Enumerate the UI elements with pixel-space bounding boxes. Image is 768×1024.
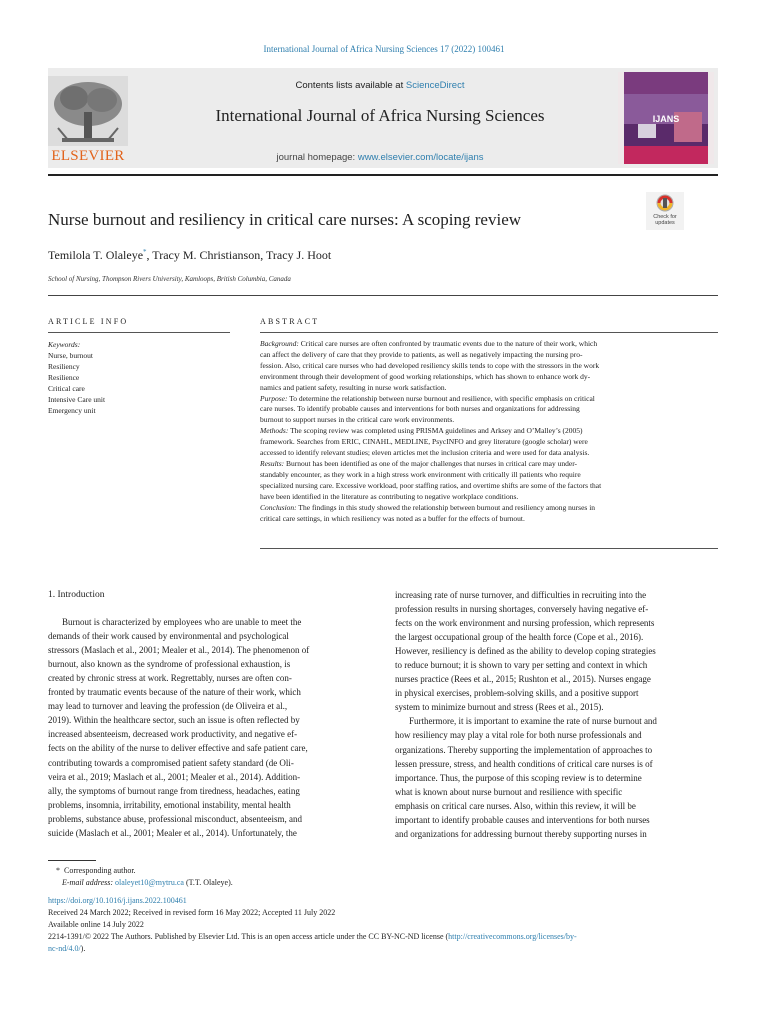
abstract-line bbox=[260, 426, 718, 437]
corresponding-author-note bbox=[48, 865, 728, 877]
homepage-prefix: journal homepage: bbox=[276, 152, 358, 163]
body-line: fects on the work environment and nursing profession, which represents bbox=[395, 618, 655, 629]
body-line: stressors (Maslach et al., 2001; Mealer et al., 2014). The phenomenon of bbox=[48, 645, 310, 656]
body-line: profession results in nursing shortages, conversely having negative ef- bbox=[395, 604, 649, 615]
abstract-heading: ABSTRACT bbox=[260, 317, 320, 326]
abstract-line-text: namics and patient safety, resulting in nurse work satisfaction. bbox=[260, 382, 447, 392]
journal-citation-link[interactable]: International Journal of Africa Nursing Sciences 17 (2022) 100461 bbox=[263, 44, 505, 54]
body-line: organizations. Thereby supporting the implementation of approaches to bbox=[395, 744, 653, 755]
author-name[interactable]: , Tracy M. Christianson bbox=[146, 248, 261, 262]
body-line: increasing rate of nurse turnover, and difficulties in recruiting into the bbox=[395, 590, 647, 600]
abstract-line-text: can affect the delivery of care that they provide to patients, as well as negatively impacting the nursing pro- bbox=[260, 349, 583, 359]
abstract-line bbox=[260, 492, 718, 503]
sciencedirect-link[interactable]: ScienceDirect bbox=[405, 80, 465, 91]
footnote-divider bbox=[48, 860, 96, 861]
abstract-line-text: The findings in this study showed the relationship between burnout and resiliency among nurses in bbox=[296, 502, 596, 512]
keywords-list bbox=[48, 339, 228, 416]
body-line: 2019). Within the healthcare sector, such an issue is often reflected by bbox=[48, 715, 300, 726]
article-title: Nurse burnout and resiliency in critical care nurses: A scoping review bbox=[48, 210, 522, 229]
keyword-item: Critical care bbox=[48, 384, 85, 393]
body-line: increased absenteeism, decreased work productivity, and negative ef- bbox=[48, 729, 298, 740]
body-line: lessen pressure, stress, and health conditions of critical care nurses is of bbox=[395, 758, 653, 769]
affiliation-divider bbox=[48, 295, 718, 296]
body-line: system to minimize burnout and stress (Rees et al., 2015). bbox=[395, 702, 604, 713]
abstract-line bbox=[260, 339, 718, 350]
body-line: problems, insomnia, irritability, emotional instability, mental health bbox=[48, 799, 291, 810]
abstract-section-label: Background: bbox=[260, 339, 299, 348]
cover-brand-text: IJANS bbox=[652, 114, 680, 124]
abstract-section-label: Purpose: bbox=[260, 393, 288, 403]
email-label: E-mail address: bbox=[62, 878, 114, 887]
abstract-line bbox=[260, 394, 718, 405]
body-line: what is known about nurse burnout and resilience with specific bbox=[395, 786, 623, 797]
abstract-line bbox=[260, 415, 718, 426]
email-suffix: (T.T. Olaleye). bbox=[183, 878, 233, 887]
crossmark-caption-line: Check for bbox=[653, 214, 677, 220]
body-line: and organizations for addressing burnout thereby supporting nurses in bbox=[395, 828, 647, 839]
body-line: ally, the symptoms of burnout range from tiredness, headaches, eating bbox=[48, 785, 300, 796]
license-link-continued[interactable]: nc-nd/4.0/ bbox=[48, 944, 81, 953]
contents-prefix: Contents lists available at bbox=[295, 80, 406, 91]
journal-homepage-link[interactable]: www.elsevier.com/locate/ijans bbox=[357, 152, 484, 163]
abstract-section-label: Methods: bbox=[260, 426, 289, 436]
keywords-label: Keywords: bbox=[48, 340, 81, 349]
abstract-line-text: accessed to identify relevant studies; eleven articles met the inclusion criteria and were used for data analysis. bbox=[260, 448, 590, 458]
keyword-item: Emergency unit bbox=[48, 406, 96, 415]
abstract-line-text: burnout to support nurses in the critical care work environments. bbox=[260, 415, 455, 425]
abstract-line-text: critical care settings, in which resiliency was noted as a buffer for the effects of burnout. bbox=[260, 513, 525, 523]
abstract-body bbox=[260, 339, 718, 524]
license-text: 2214-1391/© 2022 The Authors. Published by Elsevier Ltd. This is an open access article under the CC BY-NC-ND license ( bbox=[48, 932, 449, 941]
body-column-left bbox=[48, 588, 374, 840]
article-info-heading: ARTICLE INFO bbox=[48, 317, 129, 326]
abstract-line bbox=[260, 383, 718, 394]
body-line: how resiliency may play a vital role for both nurse professionals and bbox=[395, 730, 642, 741]
abstract-end-divider bbox=[260, 548, 718, 549]
body-line: suicide (Maslach et al., 2001; Mealer et al., 2014). Unfortunately, the bbox=[48, 827, 297, 838]
body-line: importance. Thus, the purpose of this scoping review is to determine bbox=[395, 772, 642, 783]
crossmark-caption-line: updates bbox=[655, 220, 675, 226]
body-line: fects on the ability of the nurse to deliver effective and safe patient care, bbox=[48, 743, 308, 754]
body-column-right bbox=[395, 588, 721, 841]
abstract-divider bbox=[260, 332, 718, 333]
keyword-item: Resiliency bbox=[48, 362, 80, 371]
journal-cover-thumbnail bbox=[618, 72, 714, 164]
license-line-continued bbox=[48, 943, 728, 955]
abstract-line bbox=[260, 481, 718, 492]
body-line: contributing towards a compromised patient safety standard (de Oli- bbox=[48, 757, 294, 768]
body-line: fronted by traumatic events because of the nature of their work, which bbox=[48, 687, 301, 698]
body-line: created by chronic stress at work. Regrettably, nurses are often con- bbox=[48, 673, 292, 684]
received-dates: Received 24 March 2022; Received in revised form 16 May 2022; Accepted 11 July 2022 bbox=[48, 908, 336, 917]
body-line: may lead to turnover and leaving the profession (de Oliveira et al., bbox=[48, 701, 288, 712]
publisher-wordmark: ELSEVIER bbox=[51, 148, 125, 164]
abstract-line-text: fession. Also, critical care nurses who had developed resiliency skills tends to cope with the stressors in the work bbox=[260, 360, 600, 370]
license-suffix: ). bbox=[80, 944, 86, 953]
body-line: emphasis on critical care nurses. Also, within this review, it will be bbox=[395, 800, 636, 811]
abstract-section-label: Results: bbox=[260, 458, 285, 468]
footnotes bbox=[48, 865, 728, 955]
keyword-item: Intensive Care unit bbox=[48, 395, 106, 404]
keyword-item: Nurse, burnout bbox=[48, 351, 93, 360]
abstract-line-text: Burnout has been identified as one of the major challenges that nurses in critical care may under- bbox=[284, 458, 578, 468]
abstract-line bbox=[260, 404, 718, 415]
corresponding-mark: * bbox=[56, 866, 60, 875]
body-line: to reduce burnout; it is shown to vary per setting and context in which bbox=[395, 660, 648, 671]
article-info-divider bbox=[48, 332, 230, 333]
body-line: nurses practice (Rees et al., 2015; Rushton et al., 2015). Nurses engage bbox=[395, 674, 651, 685]
body-line: problems, substance abuse, professional misconduct, absenteeism, and bbox=[48, 813, 302, 824]
abstract-line bbox=[260, 514, 718, 525]
section-heading-introduction: 1. Introduction bbox=[48, 590, 105, 600]
abstract-line bbox=[260, 372, 718, 383]
body-line: in physical exercises, problem-solving skills, and a positive support bbox=[395, 688, 639, 699]
email-note bbox=[48, 877, 728, 889]
abstract-line-text: standably encounter, as they work in a high stress work environment with critically ill patients who require bbox=[260, 469, 581, 479]
journal-title: International Journal of Africa Nursing Sciences bbox=[215, 106, 545, 125]
available-online: Available online 14 July 2022 bbox=[48, 920, 144, 929]
body-line: demands of their work caused by environmental and psychological bbox=[48, 631, 289, 642]
abstract-line bbox=[260, 437, 718, 448]
corresponding-text: Corresponding author. bbox=[64, 866, 136, 875]
author-name[interactable]: , Tracy J. Hoot bbox=[260, 248, 332, 262]
body-line: burnout, also known as the syndrome of professional exhaustion, is bbox=[48, 659, 291, 670]
body-line: veira et al., 2019; Maslach et al., 2001; Mealer et al., 2014). Addition- bbox=[48, 771, 301, 782]
abstract-section-label: Conclusion: bbox=[260, 502, 297, 512]
body-line: However, resiliency is defined as the ability to develop coping strategies bbox=[395, 646, 656, 657]
abstract-line bbox=[260, 470, 718, 481]
contents-line bbox=[140, 80, 620, 91]
license-link[interactable]: http://creativecommons.org/licenses/by- bbox=[448, 932, 577, 941]
abstract-line bbox=[260, 448, 718, 459]
abstract-line-text: The scoping review was completed using PRISMA guidelines and Arksey and O’Malley’s (2005) bbox=[288, 426, 583, 436]
abstract-line-text: framework. Searches from ERIC, CINAHL, MEDLINE, PsycINFO and grey literature (google scholar) were bbox=[260, 437, 588, 447]
abstract-line bbox=[260, 459, 718, 470]
body-line: important to identify probable causes and interventions for both nurses bbox=[395, 814, 650, 825]
keyword-item: Resilience bbox=[48, 373, 80, 382]
check-for-updates-caption bbox=[640, 214, 690, 226]
abstract-line-text: care nurses. To identify probable causes and interventions for both nurses and organizations for addressing bbox=[260, 404, 580, 414]
author-affiliation: School of Nursing, Thompson Rivers University, Kamloops, British Columbia, Canada bbox=[48, 275, 291, 283]
author-email-link[interactable]: olaleyet10@mytru.ca bbox=[115, 878, 184, 887]
license-line bbox=[48, 931, 728, 943]
abstract-line-text: Critical care nurses are often confronted by traumatic events due to the nature of their work, which bbox=[298, 339, 598, 348]
corresponding-author-mark[interactable]: * bbox=[143, 248, 147, 256]
author-list bbox=[48, 248, 668, 263]
abstract-line-text: To determine the relationship between nurse burnout and resilience, with specific emphasis on critical bbox=[287, 393, 595, 403]
abstract-line bbox=[260, 361, 718, 372]
abstract-line bbox=[260, 350, 718, 361]
abstract-line bbox=[260, 503, 718, 514]
masthead-divider bbox=[48, 174, 718, 176]
abstract-line-text: environment through their development of good working relationships, which has shown to enhance work dy- bbox=[260, 371, 591, 381]
doi-link[interactable]: https://doi.org/10.1016/j.ijans.2022.100461 bbox=[48, 896, 187, 905]
body-line: Furthermore, it is important to examine the rate of nurse burnout and bbox=[409, 716, 657, 727]
homepage-line bbox=[140, 152, 620, 163]
abstract-line-text: have been identified in the literature as contributing to negative workplace conditions. bbox=[260, 491, 519, 501]
body-line: Burnout is characterized by employees who are unable to meet the bbox=[62, 617, 302, 628]
abstract-line-text: specialized nursing care. Excessive workload, poor staffing ratios, and overtime shifts are some of the factors that bbox=[260, 480, 602, 490]
body-line: the largest occupational group of the health force (Cope et al., 2016). bbox=[395, 632, 644, 643]
author-name[interactable]: Temilola T. Olaleye bbox=[48, 248, 144, 262]
